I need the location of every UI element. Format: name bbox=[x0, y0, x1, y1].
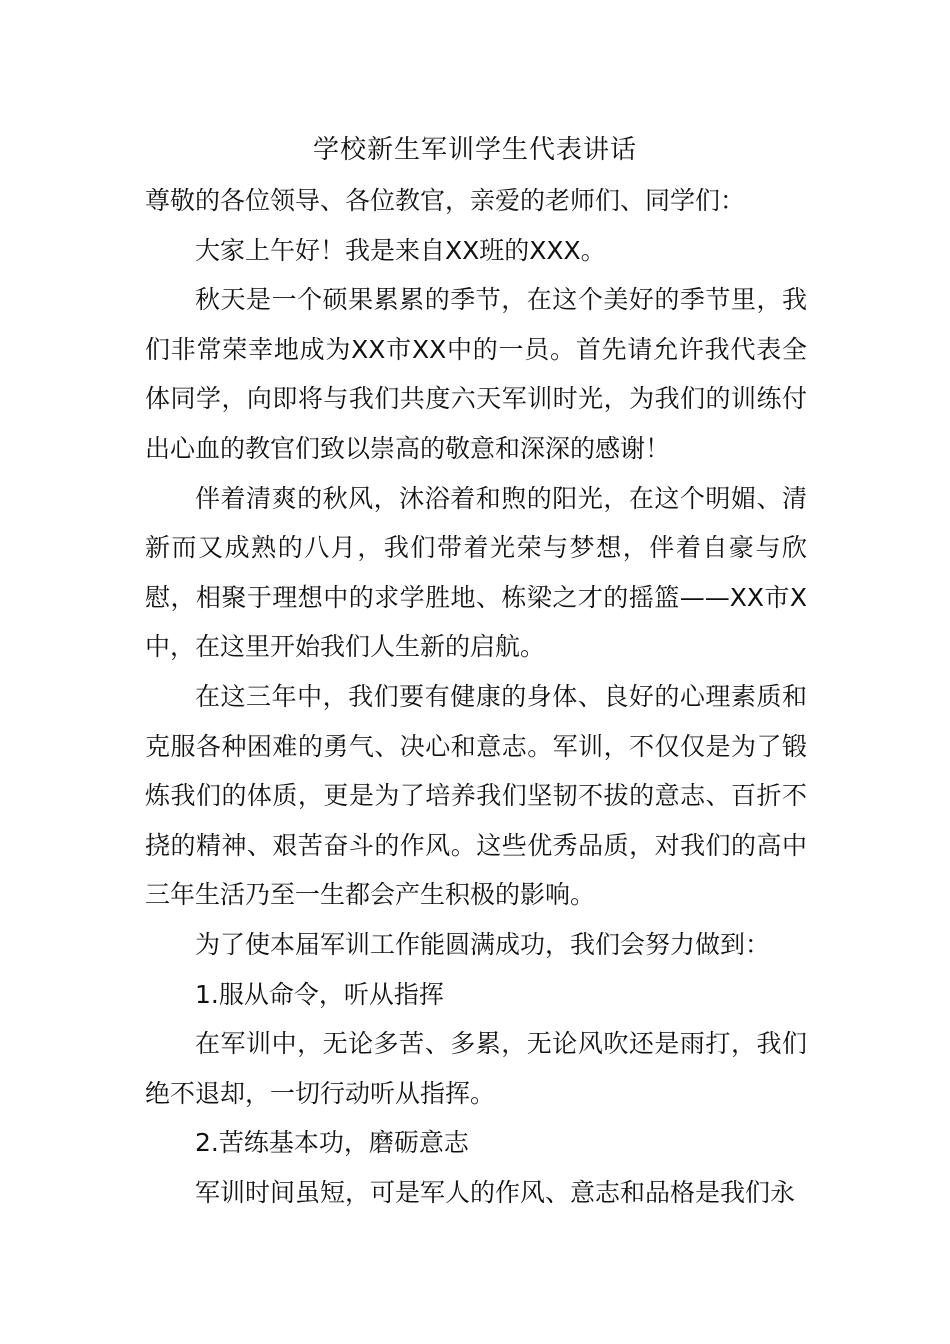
paragraph-three-years: 在这三年中，我们要有健康的身体、良好的心理素质和克服各种困难的勇气、决心和意志。军训，不仅仅是为了锻炼我们的体质，更是为了培养我们坚韧不拔的意志、百折不挠的精神、艰苦奋斗的作风。这些优秀品质，对我们的高中三年生活乃至一生都会产生积极的影响。 bbox=[145, 681, 807, 910]
list-heading-2: 2.苦练基本功，磨砺意志 bbox=[195, 1128, 469, 1158]
paragraph-august: 伴着清爽的秋风，沐浴着和煦的阳光，在这个明媚、清新而又成熟的八月，我们带着光荣与梦想，伴着自豪与欣慰，相聚于理想中的求学胜地、栋梁之才的摇篮——XX市X中，在这里开始我们人生新的启航。 bbox=[145, 483, 807, 662]
paragraph-commitment: 为了使本届军训工作能圆满成功，我们会努力做到： bbox=[195, 929, 771, 959]
paragraph-autumn: 秋天是一个硕果累累的季节，在这个美好的季节里，我们非常荣幸地成为XX市XX中的一员。首先请允许我代表全体同学，向即将与我们共度六天军训时光，为我们的训练付出心血的教官们致以崇高的敬意和深深的感谢！ bbox=[145, 285, 807, 463]
paragraph-greeting: 大家上午好！我是来自XX班的XXX。 bbox=[195, 235, 606, 265]
paragraph-obey: 在军训中，无论多苦、多累，无论风吹还是雨打，我们绝不退却，一切行动听从指挥。 bbox=[145, 1029, 807, 1108]
salutation: 尊敬的各位领导、各位教官，亲爱的老师们、同学们： bbox=[145, 186, 746, 215]
document-title: 学校新生军训学生代表讲话 bbox=[312, 135, 637, 165]
document-body bbox=[145, 176, 807, 1217]
list-heading-1: 1.服从命令，听从指挥 bbox=[195, 979, 444, 1009]
paragraph-training: 军训时间虽短，可是军人的作风、意志和品格是我们永 bbox=[195, 1177, 796, 1207]
